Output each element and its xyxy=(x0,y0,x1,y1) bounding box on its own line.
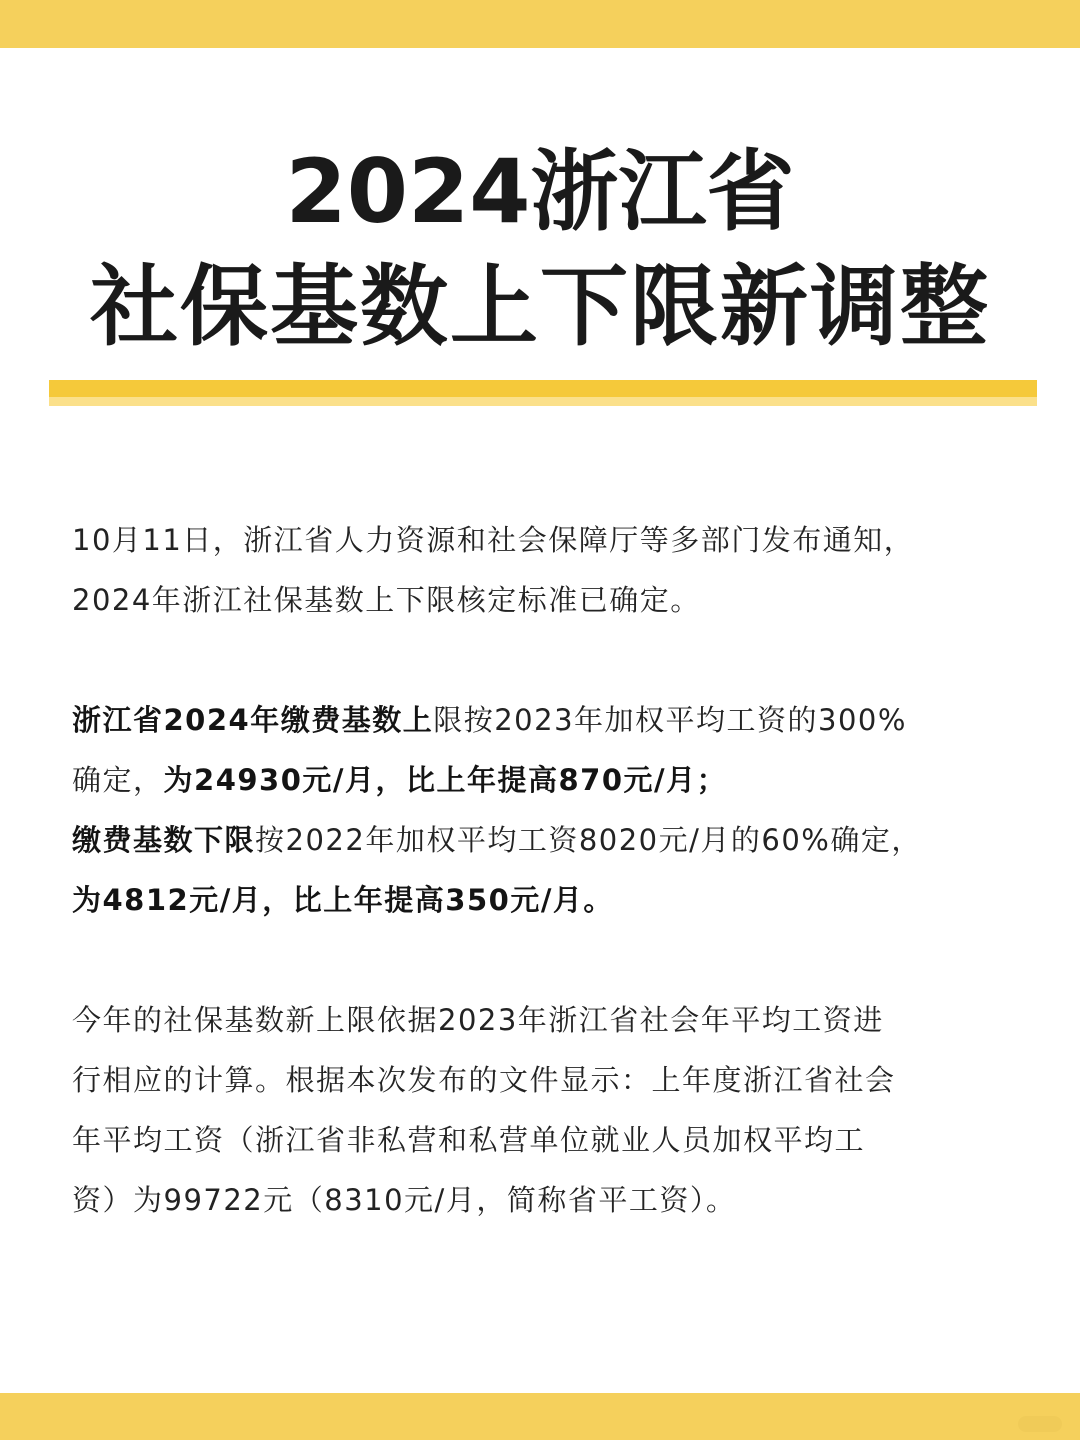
page-title xyxy=(0,140,1080,370)
watermark-mark xyxy=(1018,1416,1062,1432)
bold-text: 为4812元/月，比上年提高350元/月。 xyxy=(72,883,614,917)
bottom-color-band xyxy=(0,1393,1080,1440)
bold-text: 缴费基数下限 xyxy=(72,823,256,857)
bold-text: 浙江省2024年缴费基数上 xyxy=(72,703,434,737)
paragraph-explanation xyxy=(72,990,1012,1230)
text-line: 年平均工资（浙江省非私营和私营单位就业人员加权平均工 xyxy=(72,1123,866,1157)
top-color-band xyxy=(0,0,1080,48)
text-line xyxy=(72,810,1012,870)
text-line xyxy=(72,750,1012,810)
text-line xyxy=(72,690,1012,750)
text-line: 10月11日，浙江省人力资源和社会保障厅等多部门发布通知， xyxy=(72,523,915,557)
text-line: 行相应的计算。根据本次发布的文件显示：上年度浙江省社会 xyxy=(72,1063,896,1097)
article-body xyxy=(72,510,1012,1230)
text-line: 今年的社保基数新上限依据2023年浙江省社会年平均工资进 xyxy=(72,1003,884,1037)
title-line-2: 社保基数上下限新调整 xyxy=(89,255,990,358)
plain-text: 确定， xyxy=(72,763,164,797)
text-line xyxy=(72,870,1012,930)
paragraph-limits xyxy=(72,690,1012,930)
title-line-1: 2024浙江省 xyxy=(285,140,795,243)
title-underline-highlight xyxy=(49,397,1037,406)
text-line: 2024年浙江社保基数上下限核定标准已确定。 xyxy=(72,583,701,617)
paragraph-announcement xyxy=(72,510,1012,630)
text-line: 资）为99722元（8310元/月，简称省平工资）。 xyxy=(72,1183,737,1217)
plain-text: 按2022年加权平均工资8020元/月的60%确定， xyxy=(255,823,922,857)
plain-text: 限按2023年加权平均工资的300% xyxy=(433,703,907,737)
bold-text: 为24930元/月，比上年提高870元/月； xyxy=(163,763,728,797)
